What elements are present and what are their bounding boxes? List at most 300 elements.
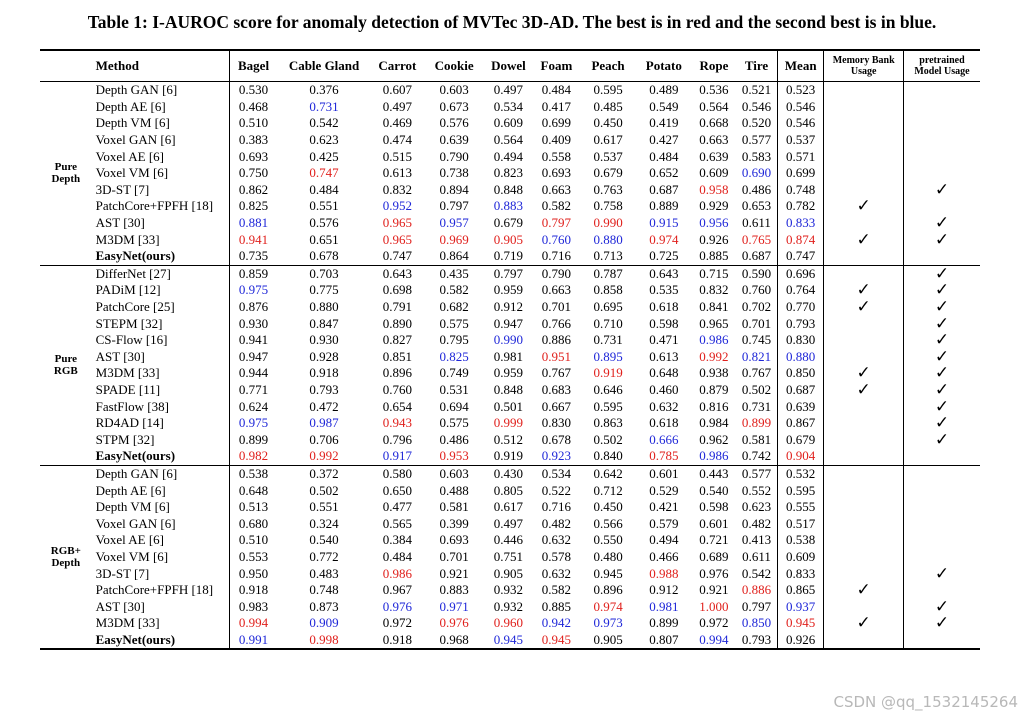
score-cell: 0.823 bbox=[493, 165, 524, 181]
score-cell: 0.617 bbox=[593, 132, 623, 148]
score-cell: 0.952 bbox=[382, 198, 412, 214]
memory-bank-check bbox=[824, 115, 904, 132]
score-cell: 0.712 bbox=[593, 482, 623, 498]
score-cell: 0.763 bbox=[593, 181, 623, 197]
score-cell: 0.905 bbox=[493, 565, 524, 581]
score-cell: 0.537 bbox=[777, 132, 823, 149]
score-cell: 0.571 bbox=[777, 148, 823, 165]
score-cell: 0.987 bbox=[309, 415, 339, 431]
score-cell: 0.992 bbox=[309, 448, 339, 464]
score-cell: 0.666 bbox=[649, 431, 679, 447]
score-cell: 0.546 bbox=[777, 115, 823, 132]
score-cell: 0.632 bbox=[541, 565, 572, 581]
score-cell: 0.376 bbox=[309, 82, 339, 98]
score-cell: 0.988 bbox=[649, 565, 679, 581]
score-cell: 0.632 bbox=[649, 398, 679, 414]
memory-bank-check bbox=[824, 165, 904, 182]
score-cell: 0.595 bbox=[593, 398, 623, 414]
score-cell: 0.482 bbox=[541, 515, 572, 531]
score-cell: 0.904 bbox=[777, 448, 823, 465]
score-cell: 0.767 bbox=[541, 365, 572, 381]
score-cell: 0.652 bbox=[649, 165, 679, 181]
score-cell: 0.483 bbox=[309, 565, 339, 581]
score-cell: 0.494 bbox=[493, 148, 524, 164]
score-cell: 0.962 bbox=[699, 431, 729, 447]
score-cell: 0.632 bbox=[541, 532, 572, 548]
table-row bbox=[40, 598, 980, 615]
table-row bbox=[40, 632, 980, 650]
method-cell: PatchCore+FPFH [18] bbox=[95, 198, 214, 214]
score-cell: 0.583 bbox=[741, 148, 772, 164]
memory-bank-check bbox=[824, 515, 904, 532]
score-cell: 0.576 bbox=[309, 215, 339, 231]
method-cell: Voxel AE [6] bbox=[95, 148, 165, 164]
score-cell: 0.538 bbox=[229, 465, 278, 482]
table-row bbox=[40, 549, 980, 566]
score-cell: 0.992 bbox=[699, 348, 729, 364]
score-cell: 0.687 bbox=[649, 181, 679, 197]
score-cell: 0.816 bbox=[699, 398, 729, 414]
pretrained-check: ✓ bbox=[903, 282, 980, 299]
memory-bank-check bbox=[824, 248, 904, 265]
score-cell: 0.918 bbox=[309, 365, 339, 381]
memory-bank-check bbox=[824, 482, 904, 499]
score-cell: 0.926 bbox=[699, 231, 729, 247]
score-cell: 0.881 bbox=[229, 215, 278, 232]
score-cell: 0.986 bbox=[699, 448, 729, 464]
score-cell: 0.945 bbox=[777, 615, 823, 632]
score-cell: 0.663 bbox=[541, 181, 572, 197]
score-cell: 0.889 bbox=[649, 198, 679, 214]
score-cell: 0.758 bbox=[593, 198, 623, 214]
score-cell: 0.899 bbox=[229, 431, 278, 448]
score-cell: 0.971 bbox=[439, 598, 469, 614]
score-cell: 0.693 bbox=[439, 532, 469, 548]
table-row bbox=[40, 99, 980, 116]
score-cell: 0.953 bbox=[439, 448, 469, 464]
score-cell: 0.653 bbox=[741, 198, 772, 214]
memory-bank-check bbox=[824, 398, 904, 415]
column-header: Dowel bbox=[491, 58, 526, 73]
score-cell: 0.472 bbox=[309, 398, 339, 414]
score-cell: 0.618 bbox=[649, 415, 679, 431]
score-cell: 0.522 bbox=[541, 482, 572, 498]
score-cell: 0.510 bbox=[229, 115, 278, 132]
score-cell: 0.494 bbox=[649, 532, 679, 548]
method-cell: Depth GAN [6] bbox=[95, 82, 178, 98]
table-row bbox=[40, 215, 980, 232]
score-cell: 0.748 bbox=[777, 182, 823, 199]
score-cell: 0.417 bbox=[541, 98, 572, 114]
score-cell: 0.919 bbox=[493, 448, 524, 464]
score-cell: 0.886 bbox=[541, 332, 572, 348]
score-cell: 0.797 bbox=[439, 198, 469, 214]
score-cell: 0.825 bbox=[229, 198, 278, 215]
score-cell: 0.796 bbox=[382, 431, 412, 447]
score-cell: 0.976 bbox=[382, 598, 412, 614]
score-cell: 0.687 bbox=[741, 248, 772, 264]
score-cell: 0.797 bbox=[541, 215, 572, 231]
score-cell: 0.915 bbox=[649, 215, 679, 231]
score-cell: 0.648 bbox=[229, 482, 278, 499]
score-cell: 0.782 bbox=[777, 198, 823, 215]
method-cell: M3DM [33] bbox=[95, 615, 160, 631]
pretrained-check: ✓ bbox=[903, 231, 980, 248]
score-cell: 0.484 bbox=[649, 148, 679, 164]
score-cell: 0.523 bbox=[777, 82, 823, 99]
memory-bank-check: ✓ bbox=[824, 382, 904, 399]
score-cell: 0.623 bbox=[309, 132, 339, 148]
score-cell: 0.580 bbox=[382, 465, 412, 481]
score-cell: 1.000 bbox=[699, 598, 729, 614]
score-cell: 0.695 bbox=[593, 299, 623, 315]
score-cell: 0.945 bbox=[541, 631, 572, 647]
column-header: Mean bbox=[777, 50, 823, 82]
score-cell: 0.535 bbox=[649, 282, 679, 298]
memory-bank-check bbox=[824, 82, 904, 99]
score-cell: 0.484 bbox=[309, 181, 339, 197]
score-cell: 0.520 bbox=[741, 115, 772, 131]
score-cell: 0.430 bbox=[493, 465, 524, 481]
score-cell: 0.975 bbox=[229, 415, 278, 432]
score-cell: 0.890 bbox=[382, 315, 412, 331]
score-cell: 0.830 bbox=[541, 415, 572, 431]
score-cell: 0.446 bbox=[493, 532, 524, 548]
score-cell: 0.738 bbox=[439, 165, 469, 181]
score-cell: 0.747 bbox=[309, 165, 339, 181]
score-cell: 0.912 bbox=[649, 582, 679, 598]
score-cell: 0.821 bbox=[741, 348, 772, 364]
method-cell: Voxel VM [6] bbox=[95, 548, 169, 564]
table-row bbox=[40, 365, 980, 382]
score-cell: 0.880 bbox=[309, 299, 339, 315]
score-cell: 0.603 bbox=[439, 82, 469, 98]
score-cell: 0.694 bbox=[439, 398, 469, 414]
table-row bbox=[40, 465, 980, 482]
score-cell: 0.766 bbox=[541, 315, 572, 331]
score-cell: 0.680 bbox=[229, 515, 278, 532]
score-cell: 0.601 bbox=[649, 465, 679, 481]
score-cell: 0.899 bbox=[649, 615, 679, 631]
method-cell: STEPM [32] bbox=[95, 315, 163, 331]
score-cell: 0.613 bbox=[382, 165, 412, 181]
column-header: pretrained Model Usage bbox=[903, 50, 980, 82]
score-cell: 0.770 bbox=[777, 299, 823, 316]
score-cell: 0.771 bbox=[229, 382, 278, 399]
score-cell: 0.609 bbox=[699, 165, 729, 181]
pretrained-check bbox=[903, 482, 980, 499]
memory-bank-check bbox=[824, 132, 904, 149]
score-cell: 0.579 bbox=[649, 515, 679, 531]
score-cell: 0.643 bbox=[649, 265, 679, 281]
score-cell: 0.896 bbox=[593, 582, 623, 598]
score-cell: 0.848 bbox=[493, 181, 524, 197]
table-row bbox=[40, 448, 980, 465]
score-cell: 0.529 bbox=[649, 482, 679, 498]
score-cell: 0.687 bbox=[777, 382, 823, 399]
score-cell: 0.790 bbox=[439, 148, 469, 164]
score-cell: 0.850 bbox=[741, 615, 772, 631]
method-cell: DifferNet [27] bbox=[95, 265, 171, 281]
table-row bbox=[40, 182, 980, 199]
score-cell: 0.603 bbox=[439, 465, 469, 481]
column-header: Tire bbox=[744, 58, 769, 73]
column-header: Foam bbox=[540, 58, 573, 73]
score-cell: 0.797 bbox=[493, 265, 524, 281]
memory-bank-check bbox=[824, 332, 904, 349]
table-row bbox=[40, 282, 980, 299]
score-cell: 0.598 bbox=[699, 499, 729, 515]
score-cell: 0.886 bbox=[741, 582, 772, 598]
score-cell: 0.827 bbox=[382, 332, 412, 348]
method-cell: Depth VM [6] bbox=[95, 499, 170, 515]
score-cell: 0.706 bbox=[309, 431, 339, 447]
score-cell: 0.767 bbox=[741, 365, 772, 381]
score-cell: 0.699 bbox=[541, 115, 572, 131]
score-cell: 0.595 bbox=[777, 482, 823, 499]
score-cell: 0.546 bbox=[741, 98, 772, 114]
pretrained-check: ✓ bbox=[903, 598, 980, 615]
score-cell: 0.981 bbox=[649, 598, 679, 614]
memory-bank-check: ✓ bbox=[824, 582, 904, 599]
score-cell: 0.678 bbox=[541, 431, 572, 447]
score-cell: 0.582 bbox=[541, 582, 572, 598]
score-cell: 0.764 bbox=[777, 282, 823, 299]
score-cell: 0.797 bbox=[741, 598, 772, 614]
score-cell: 0.384 bbox=[382, 532, 412, 548]
score-cell: 0.959 bbox=[493, 365, 524, 381]
method-cell: RD4AD [14] bbox=[95, 415, 164, 431]
score-cell: 0.930 bbox=[309, 332, 339, 348]
table-group bbox=[40, 82, 980, 266]
score-cell: 0.917 bbox=[382, 448, 412, 464]
score-cell: 0.701 bbox=[439, 548, 469, 564]
method-cell: AST [30] bbox=[95, 598, 145, 614]
score-cell: 0.731 bbox=[309, 98, 339, 114]
score-cell: 0.468 bbox=[229, 99, 278, 116]
score-cell: 0.833 bbox=[777, 215, 823, 232]
score-cell: 0.532 bbox=[777, 465, 823, 482]
score-cell: 0.502 bbox=[593, 431, 623, 447]
method-cell: 3D-ST [7] bbox=[95, 181, 150, 197]
score-cell: 0.731 bbox=[741, 398, 772, 414]
pretrained-check bbox=[903, 582, 980, 599]
score-cell: 0.474 bbox=[382, 132, 412, 148]
score-cell: 0.721 bbox=[699, 532, 729, 548]
score-cell: 0.497 bbox=[493, 515, 524, 531]
score-cell: 0.513 bbox=[229, 499, 278, 516]
score-cell: 0.581 bbox=[439, 499, 469, 515]
score-cell: 0.972 bbox=[382, 615, 412, 631]
group-label: Pure Depth bbox=[51, 161, 81, 186]
score-cell: 0.581 bbox=[741, 431, 772, 447]
method-cell: Voxel VM [6] bbox=[95, 165, 169, 181]
score-cell: 0.643 bbox=[382, 265, 412, 281]
score-cell: 0.976 bbox=[699, 565, 729, 581]
pretrained-check bbox=[903, 448, 980, 465]
score-cell: 0.965 bbox=[382, 231, 412, 247]
score-cell: 0.873 bbox=[309, 598, 339, 614]
column-header: Peach bbox=[591, 58, 625, 73]
score-cell: 0.950 bbox=[229, 565, 278, 582]
score-cell: 0.701 bbox=[741, 315, 772, 331]
score-cell: 0.909 bbox=[309, 615, 339, 631]
pretrained-check: ✓ bbox=[903, 431, 980, 448]
score-cell: 0.663 bbox=[699, 132, 729, 148]
score-cell: 0.582 bbox=[439, 282, 469, 298]
score-cell: 0.488 bbox=[439, 482, 469, 498]
pretrained-check bbox=[903, 632, 980, 650]
score-cell: 0.427 bbox=[649, 132, 679, 148]
method-cell: EasyNet(ours) bbox=[95, 448, 176, 464]
score-cell: 0.555 bbox=[777, 499, 823, 516]
score-cell: 0.981 bbox=[493, 348, 524, 364]
score-cell: 0.747 bbox=[382, 248, 412, 264]
score-cell: 0.698 bbox=[382, 282, 412, 298]
score-cell: 0.930 bbox=[229, 315, 278, 332]
pretrained-check: ✓ bbox=[903, 615, 980, 632]
score-cell: 0.611 bbox=[742, 548, 771, 564]
table-caption: Table 1: I-AUROC score for anomaly detection of MVTec 3D-AD. The best is in red and the second best is in blue. bbox=[87, 12, 937, 32]
table-row bbox=[40, 231, 980, 248]
score-cell: 0.471 bbox=[649, 332, 679, 348]
score-cell: 0.840 bbox=[593, 448, 623, 464]
score-cell: 0.760 bbox=[741, 282, 772, 298]
score-cell: 0.469 bbox=[382, 115, 412, 131]
score-cell: 0.609 bbox=[493, 115, 524, 131]
score-cell: 0.999 bbox=[493, 415, 524, 431]
method-cell: AST [30] bbox=[95, 348, 145, 364]
score-cell: 0.880 bbox=[777, 349, 823, 366]
score-cell: 0.825 bbox=[439, 348, 469, 364]
table-row bbox=[40, 332, 980, 349]
score-cell: 0.785 bbox=[649, 448, 679, 464]
score-cell: 0.879 bbox=[699, 381, 729, 397]
score-cell: 0.772 bbox=[309, 548, 339, 564]
score-cell: 0.983 bbox=[229, 598, 278, 615]
score-cell: 0.575 bbox=[439, 415, 469, 431]
table-row bbox=[40, 615, 980, 632]
table-row bbox=[40, 315, 980, 332]
memory-bank-check bbox=[824, 215, 904, 232]
score-cell: 0.648 bbox=[649, 365, 679, 381]
pretrained-check: ✓ bbox=[903, 299, 980, 316]
pretrained-check: ✓ bbox=[903, 332, 980, 349]
score-cell: 0.534 bbox=[493, 98, 524, 114]
pretrained-check: ✓ bbox=[903, 565, 980, 582]
score-cell: 0.716 bbox=[541, 248, 572, 264]
score-cell: 0.947 bbox=[493, 315, 524, 331]
pretrained-check: ✓ bbox=[903, 349, 980, 366]
pretrained-check bbox=[903, 248, 980, 265]
score-cell: 0.998 bbox=[309, 631, 339, 647]
score-cell: 0.942 bbox=[541, 615, 572, 631]
score-cell: 0.480 bbox=[593, 548, 623, 564]
score-cell: 0.696 bbox=[777, 265, 823, 282]
score-cell: 0.486 bbox=[439, 431, 469, 447]
score-cell: 0.862 bbox=[229, 182, 278, 199]
score-cell: 0.787 bbox=[593, 265, 623, 281]
score-cell: 0.512 bbox=[493, 431, 524, 447]
score-cell: 0.553 bbox=[229, 549, 278, 566]
score-cell: 0.976 bbox=[439, 615, 469, 631]
score-cell: 0.791 bbox=[382, 299, 412, 315]
score-cell: 0.679 bbox=[493, 215, 524, 231]
pretrained-check: ✓ bbox=[903, 215, 980, 232]
memory-bank-check bbox=[824, 448, 904, 465]
score-cell: 0.745 bbox=[741, 332, 772, 348]
table-row bbox=[40, 248, 980, 265]
score-cell: 0.682 bbox=[439, 299, 469, 315]
score-cell: 0.896 bbox=[382, 365, 412, 381]
score-cell: 0.851 bbox=[382, 348, 412, 364]
score-cell: 0.967 bbox=[382, 582, 412, 598]
score-cell: 0.957 bbox=[439, 215, 469, 231]
table-row bbox=[40, 482, 980, 499]
score-cell: 0.690 bbox=[741, 165, 772, 181]
score-cell: 0.713 bbox=[593, 248, 623, 264]
score-cell: 0.578 bbox=[541, 548, 572, 564]
column-header: Cookie bbox=[434, 58, 474, 73]
score-cell: 0.679 bbox=[593, 165, 623, 181]
pretrained-check bbox=[903, 532, 980, 549]
method-cell: Depth AE [6] bbox=[95, 482, 166, 498]
score-cell: 0.912 bbox=[493, 299, 524, 315]
score-cell: 0.974 bbox=[649, 231, 679, 247]
pretrained-check: ✓ bbox=[903, 182, 980, 199]
method-cell: PatchCore [25] bbox=[95, 299, 175, 315]
score-cell: 0.501 bbox=[493, 398, 524, 414]
header-row bbox=[40, 50, 980, 82]
memory-bank-check bbox=[824, 465, 904, 482]
score-cell: 0.485 bbox=[593, 98, 623, 114]
score-cell: 0.577 bbox=[741, 465, 772, 481]
pretrained-check bbox=[903, 132, 980, 149]
score-cell: 0.921 bbox=[439, 565, 469, 581]
score-cell: 0.833 bbox=[777, 565, 823, 582]
table-row bbox=[40, 299, 980, 316]
score-cell: 0.863 bbox=[593, 415, 623, 431]
score-cell: 0.899 bbox=[741, 415, 772, 431]
score-cell: 0.565 bbox=[382, 515, 412, 531]
memory-bank-check: ✓ bbox=[824, 282, 904, 299]
memory-bank-check bbox=[824, 315, 904, 332]
score-cell: 0.918 bbox=[229, 582, 278, 599]
method-cell: Depth GAN [6] bbox=[95, 465, 178, 481]
column-header: Rope bbox=[699, 58, 729, 73]
score-cell: 0.702 bbox=[741, 299, 772, 315]
score-cell: 0.639 bbox=[699, 148, 729, 164]
score-cell: 0.960 bbox=[493, 615, 524, 631]
score-cell: 0.510 bbox=[229, 532, 278, 549]
table-row bbox=[40, 565, 980, 582]
pretrained-check: ✓ bbox=[903, 365, 980, 382]
score-cell: 0.938 bbox=[699, 365, 729, 381]
score-cell: 0.551 bbox=[309, 198, 339, 214]
method-cell: Voxel AE [6] bbox=[95, 532, 165, 548]
score-cell: 0.693 bbox=[541, 165, 572, 181]
score-cell: 0.965 bbox=[699, 315, 729, 331]
score-cell: 0.552 bbox=[741, 482, 772, 498]
score-cell: 0.918 bbox=[382, 631, 412, 647]
method-cell: Depth AE [6] bbox=[95, 98, 166, 114]
score-cell: 0.883 bbox=[493, 198, 524, 214]
group-label: Pure RGB bbox=[53, 353, 78, 378]
score-cell: 0.477 bbox=[382, 499, 412, 515]
score-cell: 0.876 bbox=[229, 299, 278, 316]
score-cell: 0.576 bbox=[439, 115, 469, 131]
score-cell: 0.956 bbox=[699, 215, 729, 231]
